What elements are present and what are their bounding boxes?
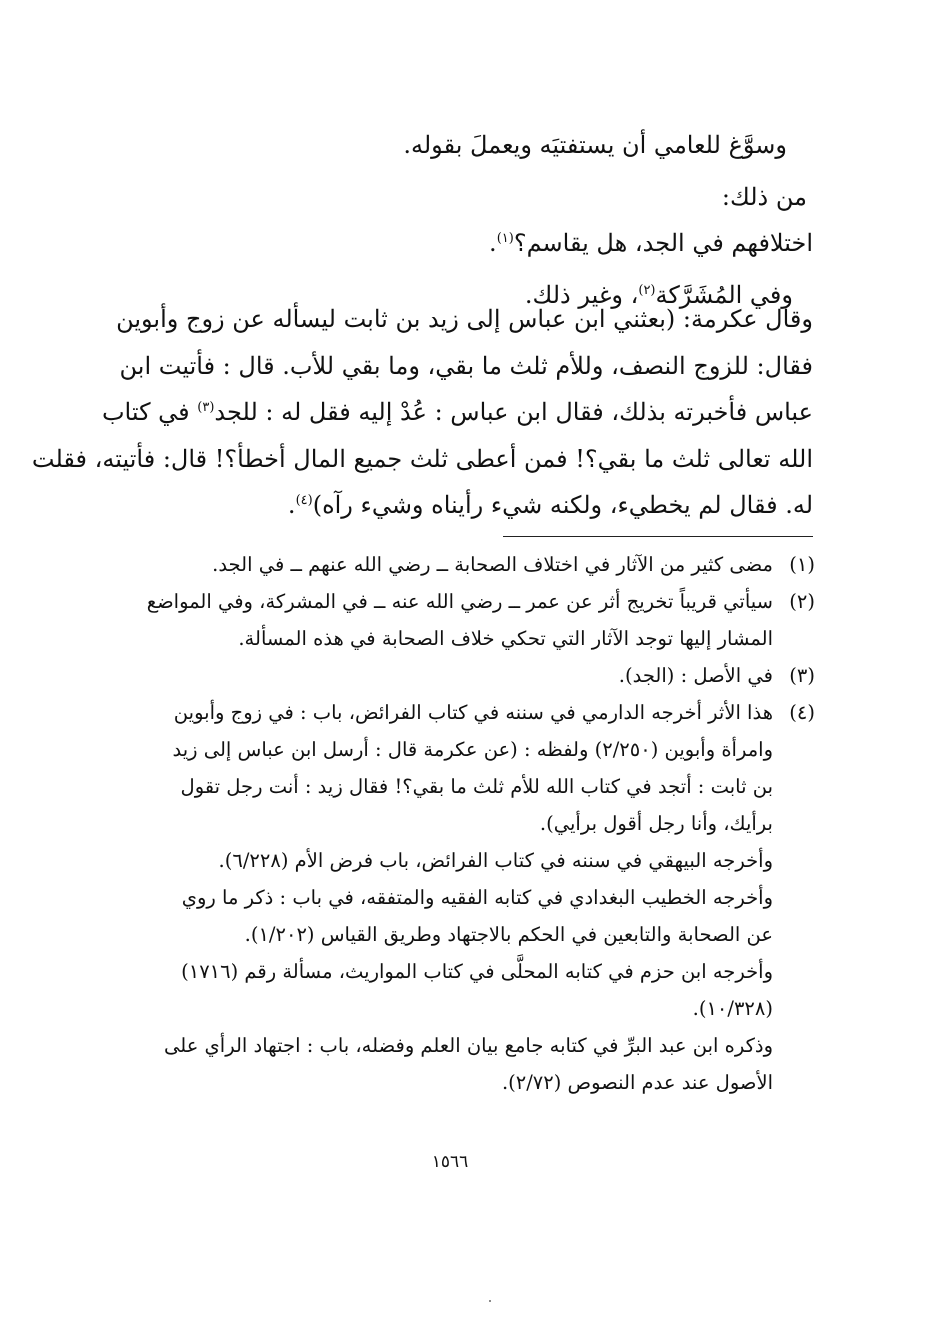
footnote-line: وامرأة وأبوين (٢/٢٥٠) ولفظه : (عن عكرمة قال : أرسل ابن عباس إلى زيد (172, 738, 773, 761)
footnote-line: الأصول عند عدم النصوص (٢/٧٢). (501, 1071, 773, 1094)
footnote-ref-2: (٢) (638, 283, 656, 298)
footnote-body (113, 694, 773, 1101)
paragraph-line-1: وقال عكرمة: (بعثني ابن عباس إلى زيد بن ثابت ليسأله عن زوج وأبوين (116, 305, 813, 333)
paragraph-line-2: فقال: للزوج النصف، وللأم ثلث ما بقي، وما بقي للأب. قال : فأتيت ابن (119, 351, 813, 380)
footnote-body (113, 657, 773, 694)
paragraph-line-4: الله تعالى ثلث ما بقي؟! فمن أعطى ثلث جميع المال أخطأ؟! قال: فأتيته، فقلت (31, 444, 813, 473)
footnote-3 (113, 657, 815, 694)
ikrimah-paragraph (31, 296, 813, 529)
footnote-line: وأخرجه البيهقي في سننه في كتاب الفرائض، باب فرض الأم (٦/٢٢٨). (218, 849, 773, 872)
paragraph-line-5 (118, 482, 813, 529)
footnote-line: وأخرجه ابن حزم في كتابه المحلَّى في كتاب المواريث، مسألة رقم (١٧١٦) (181, 960, 773, 983)
footnote-line: عن الصحابة والتابعين في الحكم بالاجتهاد وطريق القياس (١/٢٠٢). (244, 923, 773, 946)
footnote-line: وذكره ابن عبد البرِّ في كتابه جامع بيان العلم وفضله، باب : اجتهاد الرأي على (163, 1034, 773, 1057)
footnotes-section (113, 546, 815, 1101)
footnote-line: وأخرجه الخطيب البغدادي في كتابه الفقيه والمتفقه، في باب : ذكر ما روي (181, 886, 773, 909)
footnote-number: (٤) (789, 701, 815, 724)
footnote-ref-3: (٣) (197, 400, 215, 415)
footnote-line: برأيك، وأنا رجل أقول برأيي). (539, 812, 773, 835)
footnote-1 (113, 546, 815, 583)
main-text-line-2: من ذلك: (721, 183, 807, 211)
footnote-4 (113, 694, 815, 1101)
footnote-line: مضى كثير من الآثار في اختلاف الصحابة ــ رضي الله عنهم ــ في الجد. (212, 553, 773, 576)
footnote-line: بن ثابت : أتجد في كتاب الله للأم ثلث ما بقي؟! فقال زيد : أنت رجل تقول (180, 775, 773, 798)
footnote-line: المشار إليها توجد الآثار التي تحكي خلاف الصحابة في هذه المسألة. (238, 627, 773, 650)
line4-text-b: ، وغير ذلك. (524, 281, 639, 309)
footnote-line: سيأتي قريباً تخريج أثر عن عمر ــ رضي الله عنه ــ في المشركة، وفي المواضع (146, 590, 773, 613)
scan-speck (489, 1300, 491, 1302)
paragraph-line-5-a: له. فقال لم يخطيء، ولكنه شيء رأيناه وشيء رآه) (312, 491, 813, 519)
footnote-2 (113, 583, 815, 657)
paragraph-line-3-a: عباس فأخبرته بذلك، فقال ابن عباس : عُدْ إليه فقل له : للجد (214, 398, 813, 426)
page-number: ١٥٦٦ (431, 1152, 469, 1172)
footnote-separator (503, 536, 813, 537)
footnote-line: هذا الأثر أخرجه الدارمي في سننه في كتاب الفرائض، باب : في زوج وأبوين (173, 701, 773, 724)
footnote-body (113, 546, 773, 583)
footnote-number: (٢) (789, 590, 815, 613)
footnote-body (113, 583, 773, 657)
footnote-line: (١٠/٣٢٨). (692, 997, 773, 1020)
footnote-number: (١) (789, 553, 815, 576)
footnote-line: في الأصل : (الجد). (618, 664, 773, 687)
footnote-ref-1: (١) (496, 231, 514, 246)
line3-text: اختلافهم في الجد، هل يقاسم؟ (513, 229, 813, 257)
line4-text-a: وفي المُشَرَّكة (655, 281, 793, 309)
paragraph-line-3 (101, 389, 813, 436)
line3-end: . (489, 229, 497, 257)
paragraph-line-3-b: في كتاب (101, 398, 198, 426)
main-text-line-1: وسوَّغ للعامي أن يستفتيَه ويعملَ بقوله. (403, 131, 787, 159)
main-text-line-3 (118, 220, 813, 266)
footnote-number: (٣) (789, 664, 815, 687)
footnote-ref-4: (٤) (295, 493, 313, 508)
paragraph-line-5-b: . (287, 491, 296, 519)
